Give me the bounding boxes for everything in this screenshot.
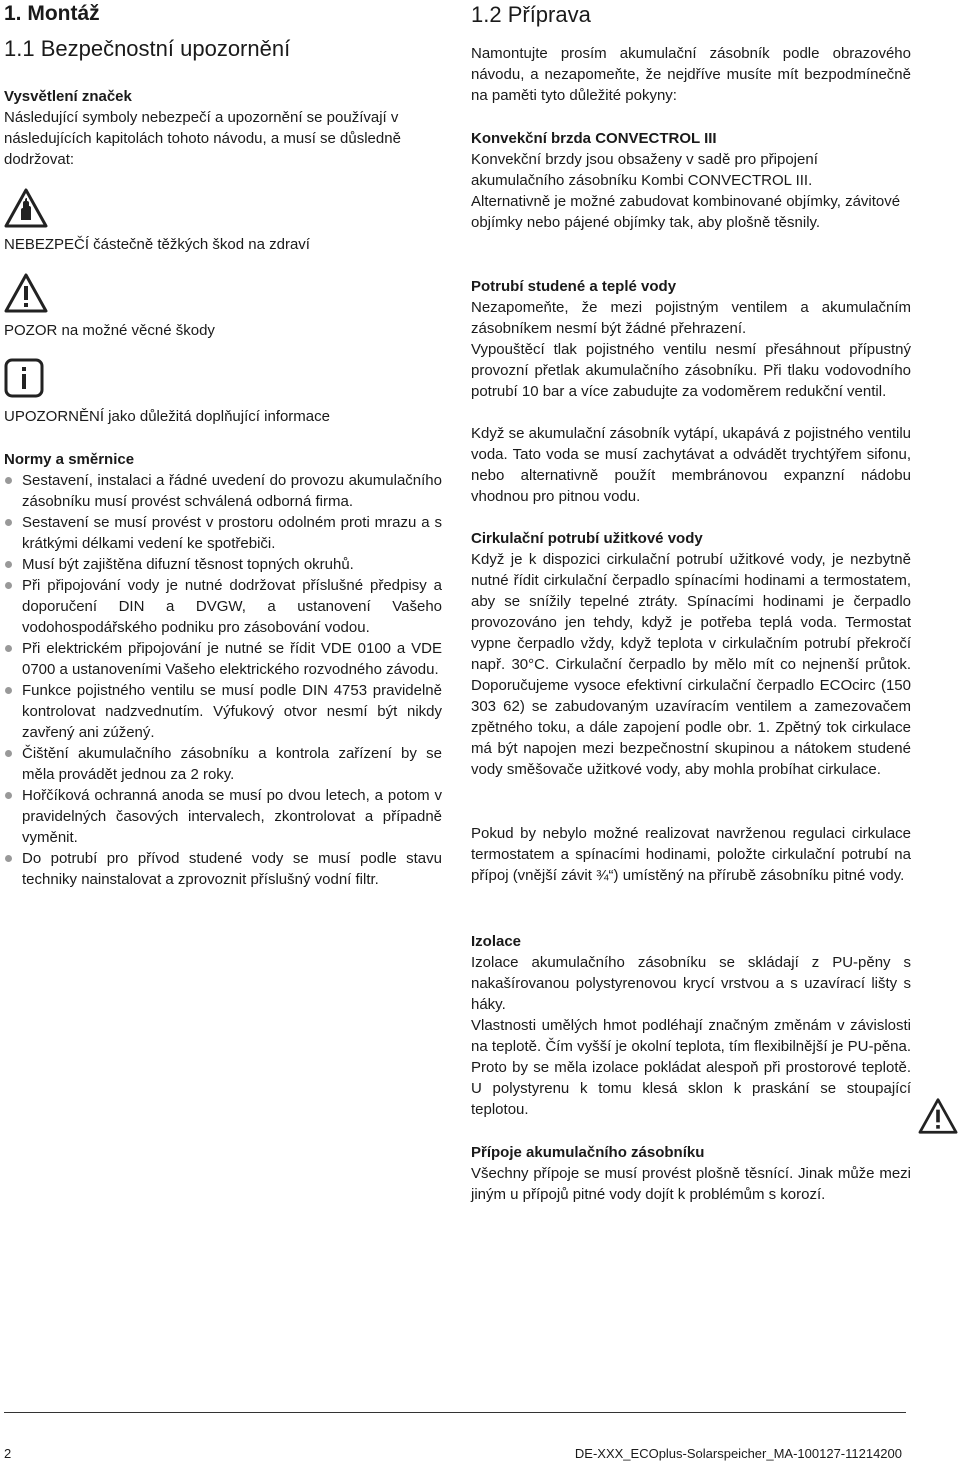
legend-heading: Vysvětlení značek	[4, 88, 132, 105]
list-item: Funkce pojistného ventilu se musí podle DIN 4753 pravidelně kontrolovat nadzvednutím. Výfukový otvor nesmí být nikdy zavřený ani zúžený.	[4, 680, 442, 743]
list-item: Do potrubí pro přívod studené vody se musí podle stavu techniky nainstalovat a zprovoznit příslušný vodní filtr.	[4, 848, 442, 890]
section-title-preparation: 1.2 Příprava	[471, 2, 591, 27]
list-item: Při elektrickém připojování je nutné se řídit VDE 0100 a VDE 0700 a ustanoveními Vašeho elektrického rozvodného závodu.	[4, 638, 442, 680]
caution-label: POZOR na možné věcné škody	[4, 322, 215, 339]
insulation-heading: Izolace	[471, 933, 522, 950]
section-title-safety: 1.1 Bezpečnostní upozornění	[4, 36, 291, 61]
circulation-paragraph-1: Když je k dispozici cirkulační potrubí užitkové vody, je nezbytně nutné řídit cirkulační čerpadlo spínacími hodinami a termostatem, aby se snížily tepelné ztráty. Spínacími hodinami je čerpadlo provozováno jen tehdy, když je potřeba teplá voda. Termostat vypne čerpadlo vždy, když teplota v cirkulačním potrubí překročí např. 30°C. Cirkulační čerpadlo by mělo mít co nejnenší průtok. Doporučujeme vysoce efektivní cirkulační čerpadlo ECOcirc (150 303 62) se zabudovaným uzavíracím ventilem a zamezovačem zpětného toku, a dále zapojení podle obr. 1. Zpětný tok cirkulace má být napojen mezi bezpečnostní skupinou a nátokem studené vody směšovače užitkové vody, aby mohla probíhat cirkulace.	[471, 551, 911, 778]
pipes-paragraph-2: Vypouštěcí tlak pojistného ventilu nesmí přesáhnout přípustný provozní přetlak akumulačního zásobníku. Při tlaku vodovodního potrubí 10 bar a více zabudujte za vodoměrem redukční ventil.	[471, 341, 911, 400]
legend-intro: Následující symboly nebezpečí a upozornění se používají v následujících kapitolách tohoto návodu, a musí se důsledně dodržovat:	[4, 109, 401, 168]
norms-list	[4, 470, 442, 890]
brake-heading: Konvekční brzda CONVECTROL III	[471, 130, 717, 147]
preparation-intro: Namontujte prosím akumulační zásobník podle obrazového návodu, a nezapomeňte, že nejdříve musíte mít bezpodmínečně na paměti tyto důležité pokyny:	[471, 45, 911, 104]
page-number: 2	[4, 1446, 12, 1461]
norms-heading: Normy a směrnice	[4, 451, 135, 468]
footer-divider	[4, 1412, 906, 1413]
notice-label: UPOZORNĚNÍ jako důležitá doplňující informace	[4, 408, 330, 425]
pipes-heading: Potrubí studené a teplé vody	[471, 278, 677, 295]
warning-triangle-icon	[4, 272, 48, 319]
brake-paragraph-2: Alternativně je možné zabudovat kombinované objímky, závitové objímky nebo pájené objímky tak, aby plošně těsnily.	[471, 193, 901, 231]
info-icon	[4, 358, 44, 403]
circulation-paragraph-2: Pokud by nebylo možné realizovat navrženou regulaci cirkulace termostatem a spínacími hodinami, položte cirkulační potrubí na přípoj (vnější závit ¾“) umístěný na přírubě zásobníku pitné vody.	[471, 825, 911, 884]
hand-warning-icon	[4, 187, 48, 234]
list-item: Čištění akumulačního zásobníku a kontrola zařízení by se měla provádět jednou za 2 roky.	[4, 743, 442, 785]
danger-label: NEBEZPEČÍ částečně těžkých škod na zdraví	[4, 236, 310, 253]
warning-triangle-icon	[918, 1097, 958, 1140]
pipes-paragraph-3: Když se akumulační zásobník vytápí, ukapává z pojistného ventilu voda. Tato voda se musí zachytávat a odvádět trychtýřem sifonu, nebo alternativně použít membránovou expanzní nádobu vhodnou pro pitnou vodu.	[471, 425, 911, 505]
list-item: Musí být zajištěna difuzní těsnost topných okruhů.	[4, 554, 442, 575]
list-item: Hořčíková ochranná anoda se musí po dvou letech, a potom v pravidelných časových intervalech, zkontrolovat a případně vyměnit.	[4, 785, 442, 848]
list-item: Sestavení se musí provést v prostoru odolném proti mrazu a s krátkými délkami vedení ke spotřebiči.	[4, 512, 442, 554]
insulation-paragraph-2: Vlastnosti umělých hmot podléhají značným změnám v závislosti na teplotě. Čím vyšší je okolní teplota, tím flexibilnější je PU-pěna. Proto by se měla izolace pokládat alespoň při prostorové teplotě. U polystyrenu k tomu klesá sklon k praskání se stoupající teplotou.	[471, 1017, 911, 1118]
brake-paragraph-1: Konvekční brzdy jsou obsaženy v sadě pro připojení akumulačního zásobníku Kombi CONVECTROL III.	[471, 151, 818, 189]
pipes-paragraph-1: Nezapomeňte, že mezi pojistným ventilem a akumulačním zásobníkem nesmí být žádné přehrazení.	[471, 299, 911, 337]
circulation-heading: Cirkulační potrubí užitkové vody	[471, 530, 703, 547]
chapter-title: 1. Montáž	[4, 2, 100, 25]
insulation-paragraph-1: Izolace akumulačního zásobníku se skládají z PU-pěny s nakašírovanou polystyrenovou krycí vrstvou a s uzavírací lišty s háky.	[471, 954, 911, 1013]
list-item: Při připojování vody je nutné dodržovat příslušné předpisy a doporučení DIN a DVGW, a ustanovení Vašeho vodohospodářského podniku pro zásobování vodou.	[4, 575, 442, 638]
document-id: DE-XXX_ECOplus-Solarspeicher_MA-100127-11214200	[574, 1446, 902, 1461]
connections-heading: Přípoje akumulačního zásobníku	[471, 1144, 705, 1161]
list-item: Sestavení, instalaci a řádné uvedení do provozu akumulačního zásobníku musí provést schválená odborná firma.	[4, 470, 442, 512]
connections-paragraph-1: Všechny přípoje se musí provést plošně těsnící. Jinak může mezi jiným u přípojů pitné vody dojít k problémům s korozí.	[471, 1165, 911, 1203]
